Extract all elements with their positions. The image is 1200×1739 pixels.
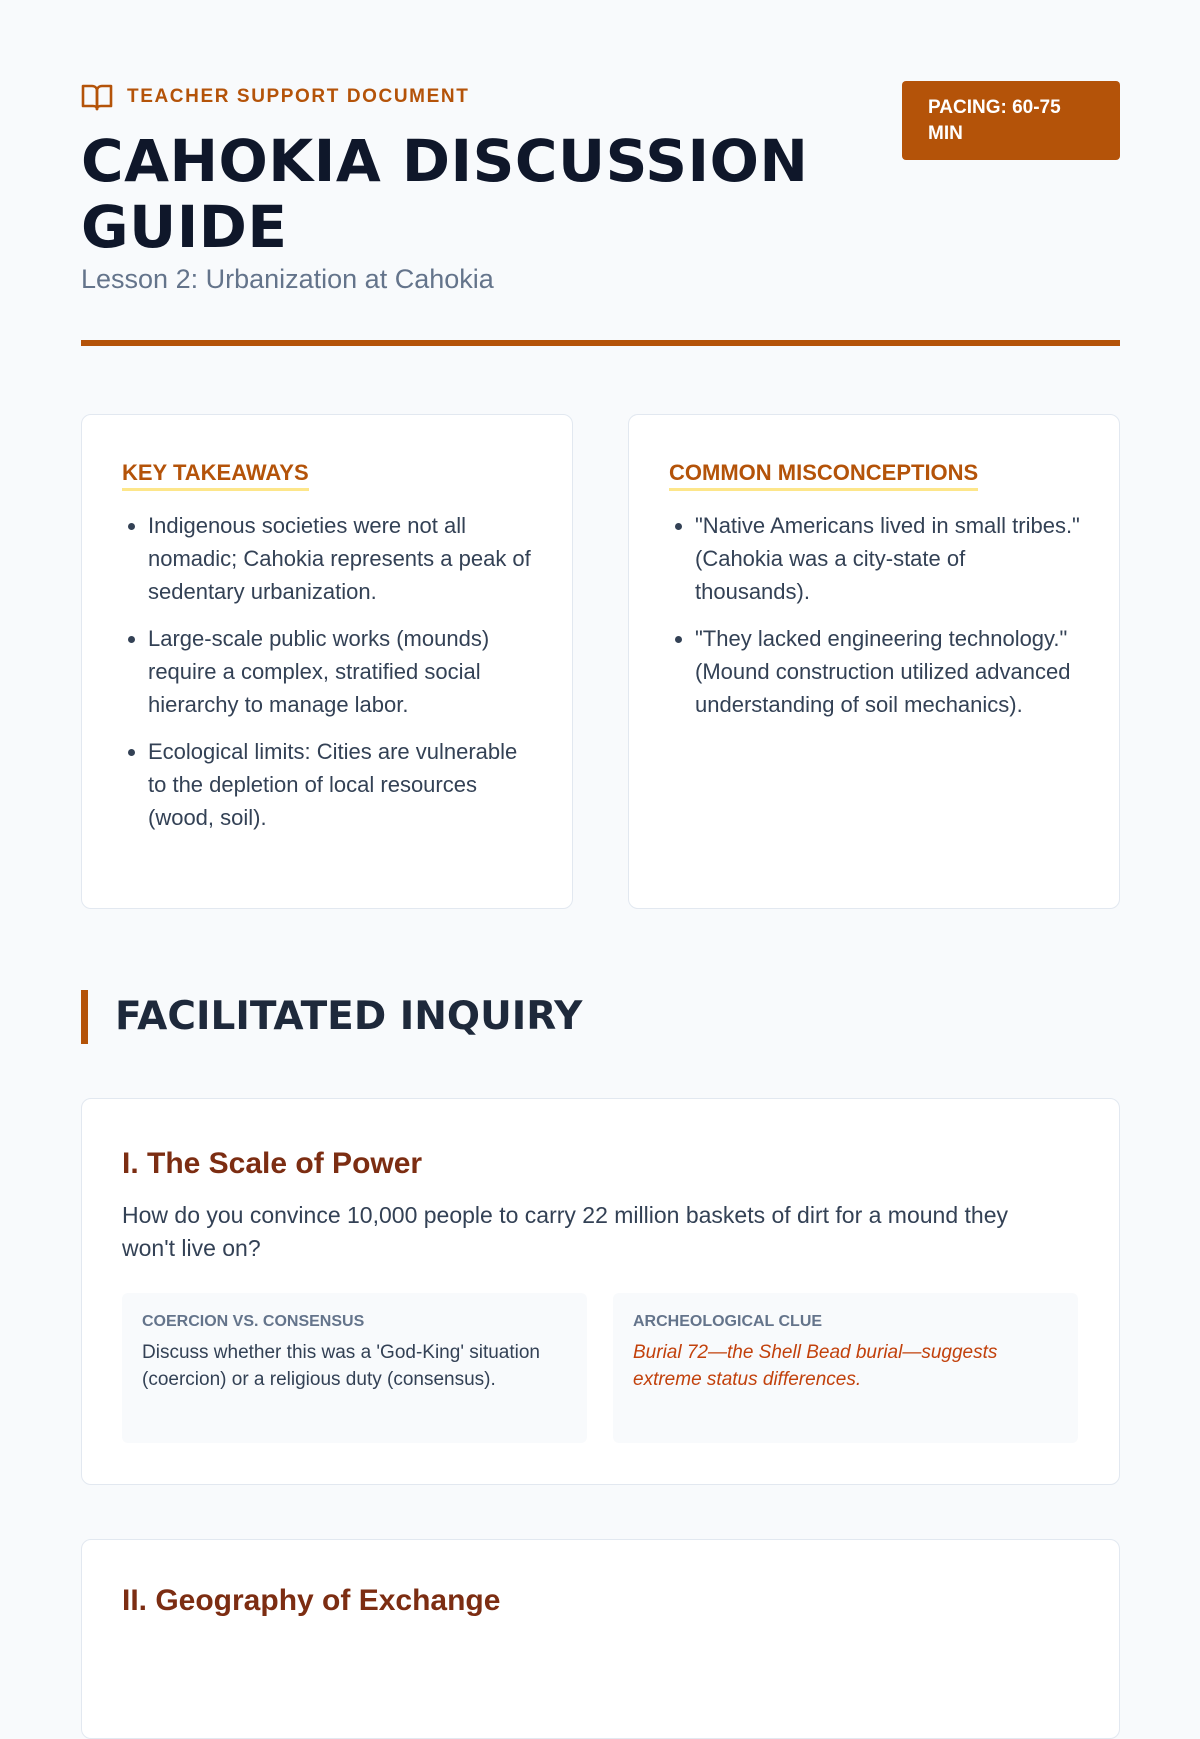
list-item: • Indigenous societies were not all nomadic; Cahokia represents a peak of sedentary urbanization. — [148, 509, 538, 608]
section-accent-bar — [81, 990, 88, 1044]
list-item: • Large-scale public works (mounds) require a complex, stratified social hierarchy to manage labor. — [148, 622, 538, 721]
header-divider — [81, 340, 1120, 346]
pacing-badge: PACING: 60-75 MIN — [902, 81, 1120, 160]
coercion-box — [122, 1293, 587, 1443]
eyebrow — [81, 82, 469, 112]
list-item: • "They lacked engineering technology." (Mound construction utilized advanced understanding of soil mechanics). — [695, 622, 1085, 721]
clue-text: Burial 72—the Shell Bead burial—suggests extreme status differences. — [633, 1342, 998, 1390]
key-takeaways-list — [148, 509, 538, 848]
section-title: FACILITATED INQUIRY — [115, 994, 583, 1039]
clue-box — [613, 1293, 1078, 1443]
misconceptions-list — [695, 509, 1085, 735]
key-takeaways-card — [81, 414, 573, 909]
misconceptions-heading: COMMON MISCONCEPTIONS — [669, 460, 978, 491]
page-title: CAHOKIA DISCUSSION GUIDE — [81, 127, 809, 261]
clue-label: ARCHEOLOGICAL CLUE — [633, 1313, 823, 1330]
coercion-label: COERCION VS. CONSENSUS — [142, 1313, 365, 1330]
list-item: • Ecological limits: Cities are vulnerable to the depletion of local resources (wood, soil). — [148, 735, 538, 834]
inquiry-question: How do you convince 10,000 people to carry 22 million baskets of dirt for a mound they won't live on? — [122, 1202, 1008, 1261]
lesson-subtitle: Lesson 2: Urbanization at Cahokia — [81, 264, 494, 294]
list-item: • "Native Americans lived in small tribes." (Cahokia was a city-state of thousands). — [695, 509, 1085, 608]
document-type-label: TEACHER SUPPORT DOCUMENT — [127, 86, 470, 107]
inquiry-card-scale-of-power — [81, 1098, 1120, 1485]
inquiry-title: I. The Scale of Power — [122, 1147, 423, 1180]
inquiry-card-geography-of-exchange — [81, 1539, 1120, 1739]
key-takeaways-heading: KEY TAKEAWAYS — [122, 460, 309, 491]
coercion-text: Discuss whether this was a 'God-King' situation (coercion) or a religious duty (consensus). — [142, 1342, 540, 1390]
inquiry-title: II. Geography of Exchange — [122, 1584, 501, 1617]
misconceptions-card — [628, 414, 1120, 909]
book-open-icon — [81, 82, 113, 112]
